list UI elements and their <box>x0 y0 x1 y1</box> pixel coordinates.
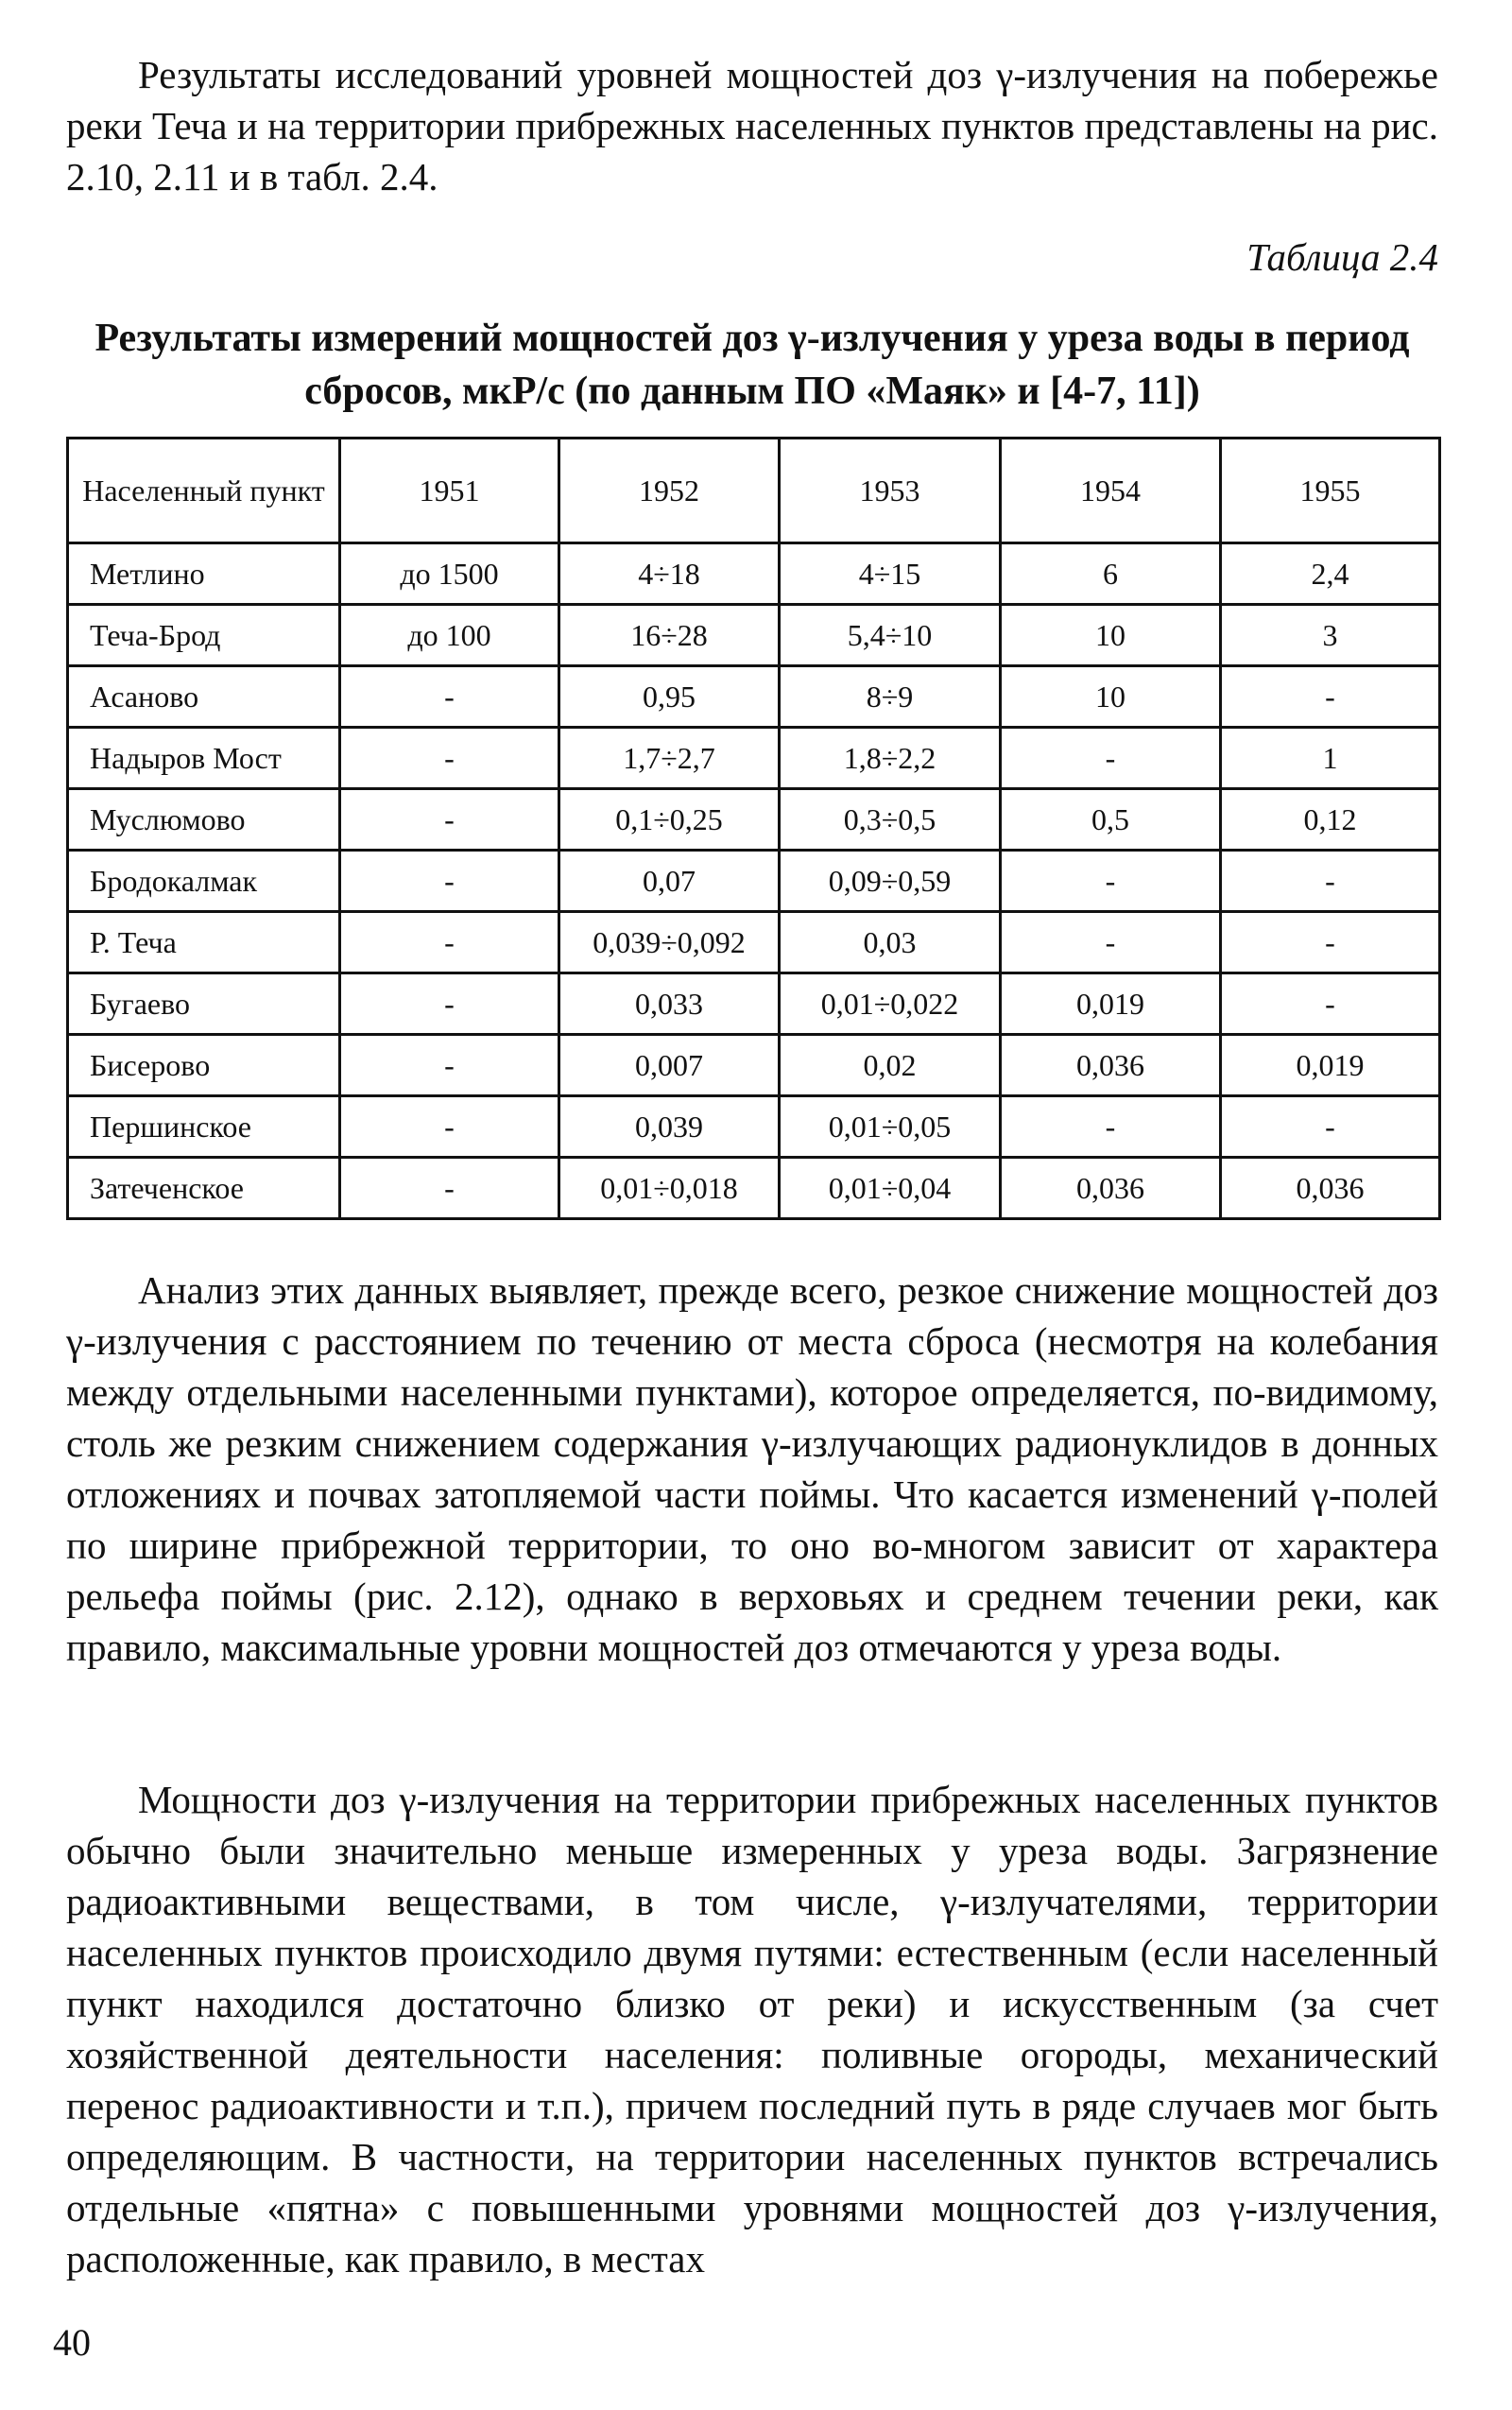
value-cell: 10 <box>1001 666 1221 728</box>
header-cell-settlement: Населенный пункт <box>68 439 340 543</box>
value-cell: 1,8÷2,2 <box>780 728 1001 789</box>
value-cell: 2,4 <box>1221 543 1440 605</box>
settlement-cell: Теча-Брод <box>68 605 340 666</box>
value-cell: 0,03 <box>780 912 1001 973</box>
table-row <box>68 666 1440 728</box>
value-cell: - <box>340 666 559 728</box>
value-cell: - <box>1001 851 1221 912</box>
value-cell: - <box>1001 912 1221 973</box>
header-cell-1951: 1951 <box>340 439 559 543</box>
measurements-table <box>66 437 1441 1220</box>
settlements-paragraph: Мощности доз γ-излучения на территории прибрежных населенных пунктов обычно были значительно меньше измеренных у уреза воды. Загрязнение радиоактивными веществами, в том числе, γ-излучателями, территории населенных пунктов происходило двумя путями: естественным (если населенный пункт находился достаточно близко от реки) и искусственным (за счет хозяйственной деятельности населения: поливные огороды, механический перенос радиоактивности и т.п.), причем последний путь в ряде случаев мог быть определяющим. В частности, на территории населенных пунктов встречались отдельные «пятна» с повышенными уровнями мощностей доз γ-излучения, расположенные, как правило, в местах <box>66 1778 1438 2281</box>
value-cell: 0,09÷0,59 <box>780 851 1001 912</box>
settlement-cell: Затеченское <box>68 1158 340 1219</box>
value-cell: - <box>340 728 559 789</box>
value-cell: 8÷9 <box>780 666 1001 728</box>
value-cell: - <box>1221 912 1440 973</box>
analysis-paragraph: Анализ этих данных выявляет, прежде всего, резкое снижение мощностей доз γ-излучения с расстоянием по течению от места сброса (несмотря на колебания между отдельными населенными пунктами), которое определяется, по-видимому, столь же резким снижением содержания γ-излучающих радионуклидов в донных отложениях и почвах затопляемой части поймы. Что касается изменений γ-полей по ширине прибрежной территории, то оно во-многом зависит от характера рельефа поймы (рис. 2.12), однако в верховьях и среднем течении реки, как правило, максимальные уровни мощностей доз отмечаются у уреза воды. <box>66 1268 1438 1669</box>
table-row <box>68 912 1440 973</box>
value-cell: 0,3÷0,5 <box>780 789 1001 851</box>
table-row <box>68 1158 1440 1219</box>
value-cell: - <box>1001 728 1221 789</box>
settlement-cell: Надыров Мост <box>68 728 340 789</box>
value-cell: 16÷28 <box>559 605 780 666</box>
value-cell: 0,12 <box>1221 789 1440 851</box>
value-cell: 0,01÷0,022 <box>780 973 1001 1035</box>
table-row <box>68 851 1440 912</box>
value-cell: - <box>1221 851 1440 912</box>
value-cell: - <box>340 973 559 1035</box>
settlement-cell: Бугаево <box>68 973 340 1035</box>
settlement-cell: Бродокалмак <box>68 851 340 912</box>
table-row <box>68 728 1440 789</box>
value-cell: - <box>1221 666 1440 728</box>
value-cell: 3 <box>1221 605 1440 666</box>
value-cell: - <box>340 1096 559 1158</box>
table-title: Результаты измерений мощностей доз γ-излучения у уреза воды в период сбросов, мкР/с (по данным ПО «Маяк» и [4-7, 11]) <box>94 317 1410 413</box>
table-row <box>68 543 1440 605</box>
value-cell: до 1500 <box>340 543 559 605</box>
table-header-row <box>68 439 1440 543</box>
value-cell: до 100 <box>340 605 559 666</box>
value-cell: 0,036 <box>1221 1158 1440 1219</box>
value-cell: 10 <box>1001 605 1221 666</box>
value-cell: 0,036 <box>1001 1158 1221 1219</box>
value-cell: 4÷15 <box>780 543 1001 605</box>
settlement-cell: Муслюмово <box>68 789 340 851</box>
value-cell: 4÷18 <box>559 543 780 605</box>
value-cell: - <box>340 851 559 912</box>
value-cell: 0,033 <box>559 973 780 1035</box>
value-cell: 1 <box>1221 728 1440 789</box>
table-label: Таблица 2.4 <box>1246 235 1438 279</box>
value-cell: 0,039 <box>559 1096 780 1158</box>
intro-paragraph: Результаты исследований уровней мощностей доз γ-излучения на побережье реки Теча и на территории прибрежных населенных пунктов представлены на рис. 2.10, 2.11 и в табл. 2.4. <box>66 53 1438 198</box>
settlement-cell: Асаново <box>68 666 340 728</box>
value-cell: 0,95 <box>559 666 780 728</box>
value-cell: 0,01÷0,05 <box>780 1096 1001 1158</box>
value-cell: - <box>1001 1096 1221 1158</box>
value-cell: 5,4÷10 <box>780 605 1001 666</box>
table-row <box>68 605 1440 666</box>
value-cell: 0,019 <box>1221 1035 1440 1096</box>
value-cell: 0,02 <box>780 1035 1001 1096</box>
settlement-cell: Метлино <box>68 543 340 605</box>
table-row <box>68 1035 1440 1096</box>
value-cell: - <box>340 789 559 851</box>
value-cell: 0,019 <box>1001 973 1221 1035</box>
header-cell-1955: 1955 <box>1221 439 1440 543</box>
table-row <box>68 973 1440 1035</box>
value-cell: 0,5 <box>1001 789 1221 851</box>
settlement-cell: Бисерово <box>68 1035 340 1096</box>
value-cell: 0,039÷0,092 <box>559 912 780 973</box>
header-cell-1953: 1953 <box>780 439 1001 543</box>
value-cell: - <box>340 1035 559 1096</box>
header-cell-1954: 1954 <box>1001 439 1221 543</box>
table-row <box>68 789 1440 851</box>
value-cell: 6 <box>1001 543 1221 605</box>
value-cell: 0,01÷0,04 <box>780 1158 1001 1219</box>
value-cell: 1,7÷2,7 <box>559 728 780 789</box>
value-cell: - <box>340 1158 559 1219</box>
page-number: 40 <box>53 2321 91 2364</box>
settlement-cell: Першинское <box>68 1096 340 1158</box>
value-cell: 0,036 <box>1001 1035 1221 1096</box>
value-cell: - <box>1221 1096 1440 1158</box>
value-cell: - <box>340 912 559 973</box>
value-cell: 0,01÷0,018 <box>559 1158 780 1219</box>
header-cell-1952: 1952 <box>559 439 780 543</box>
value-cell: - <box>1221 973 1440 1035</box>
table-row <box>68 1096 1440 1158</box>
value-cell: 0,07 <box>559 851 780 912</box>
value-cell: 0,1÷0,25 <box>559 789 780 851</box>
value-cell: 0,007 <box>559 1035 780 1096</box>
settlement-cell: Р. Теча <box>68 912 340 973</box>
